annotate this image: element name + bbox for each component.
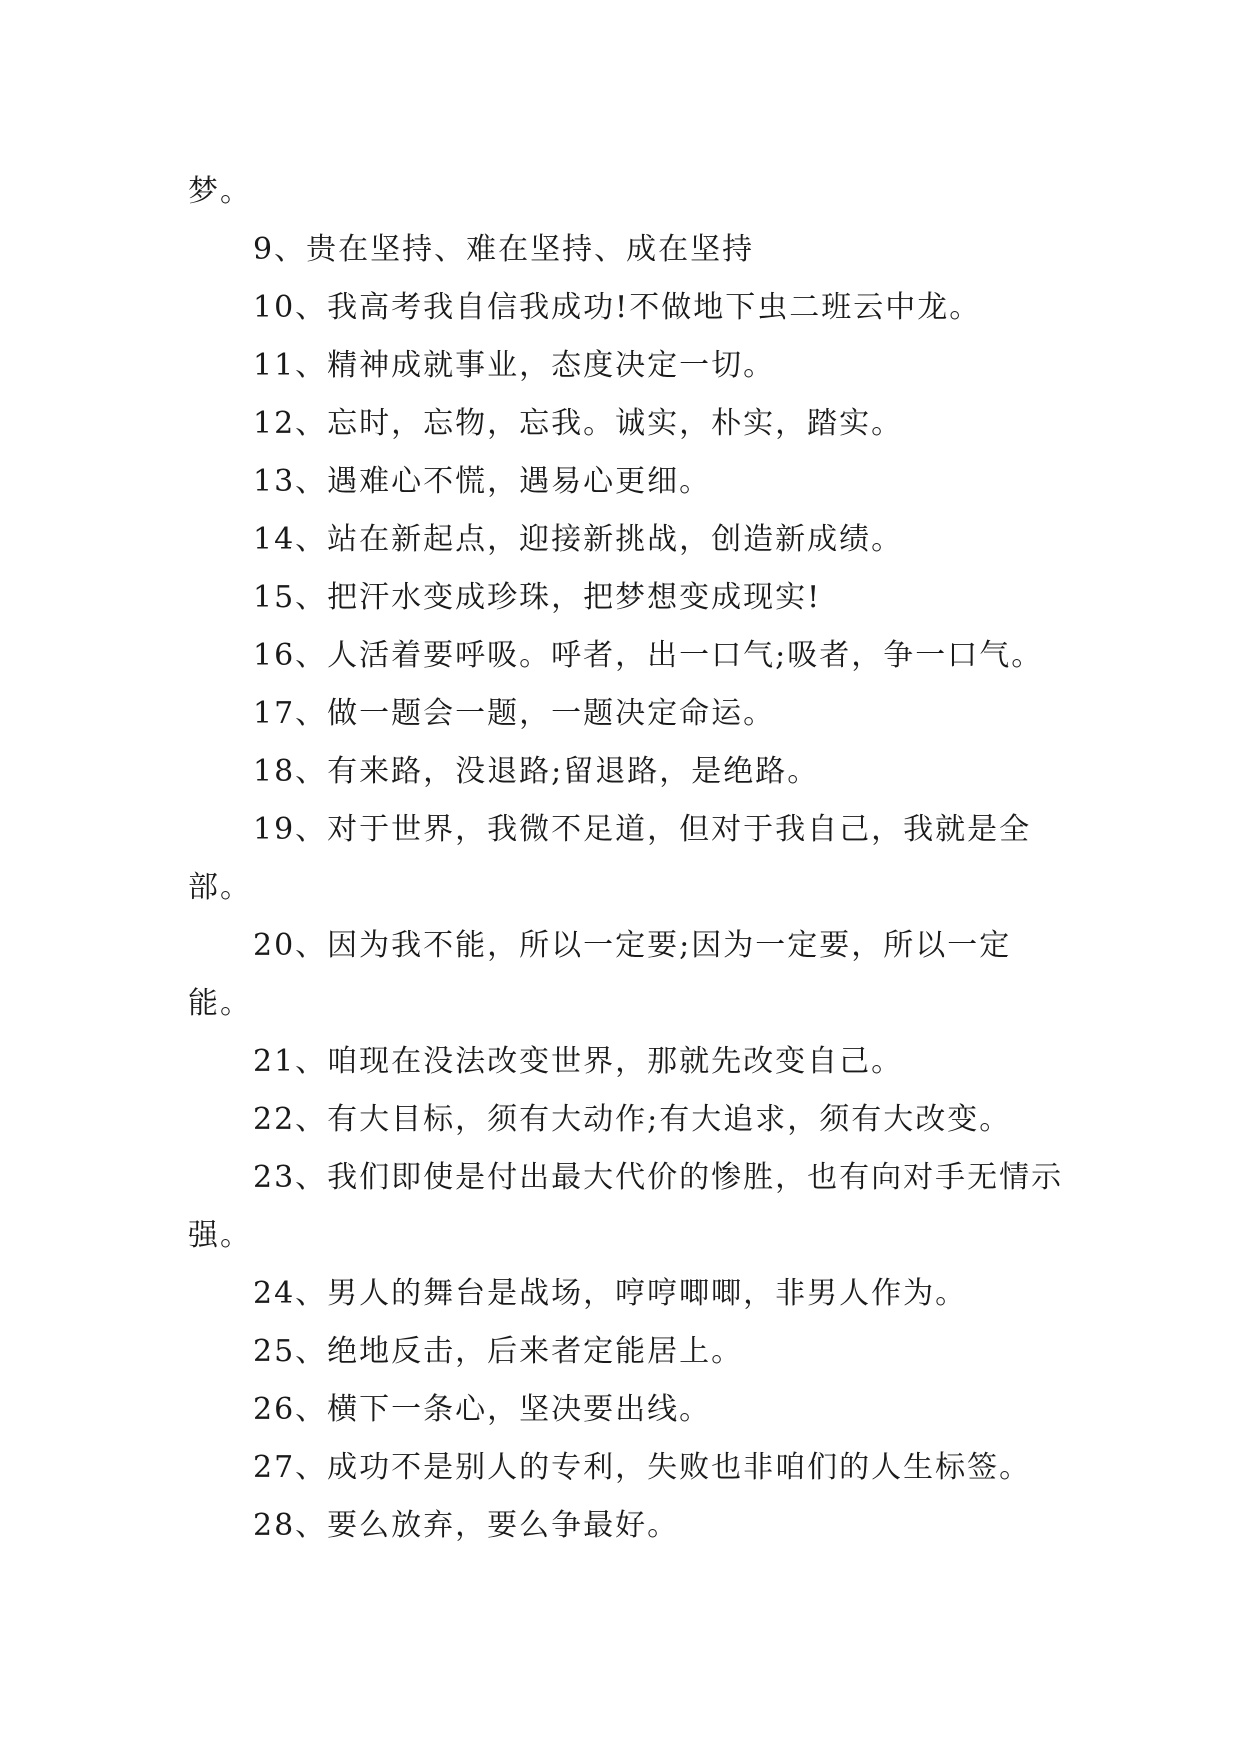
- slogan-14: 14、站在新起点，迎接新挑战，创造新成绩。: [253, 522, 904, 557]
- slogan-13: 13、遇难心不慌，遇易心更细。: [253, 464, 712, 499]
- slogan-9: 9、贵在坚持、难在坚持、成在坚持: [253, 232, 755, 267]
- slogan-26: 26、横下一条心，坚决要出线。: [253, 1392, 712, 1427]
- slogan-10: 10、我高考我自信我成功!不做地下虫二班云中龙。: [253, 290, 982, 325]
- paragraph-continuation: 梦。: [188, 174, 252, 209]
- slogan-16: 16、人活着要呼吸。呼者，出一口气;吸者，争一口气。: [253, 638, 1044, 673]
- slogan-12: 12、忘时，忘物，忘我。诚实，朴实，踏实。: [253, 406, 904, 441]
- slogan-21: 21、咱现在没法改变世界，那就先改变自己。: [253, 1044, 904, 1079]
- slogan-27: 27、成功不是别人的专利，失败也非咱们的人生标签。: [253, 1450, 1032, 1485]
- document-body: [188, 163, 1068, 1555]
- slogan-20: 20、因为我不能，所以一定要;因为一定要，所以一定能。: [188, 928, 1012, 1021]
- slogan-22: 22、有大目标，须有大动作;有大追求，须有大改变。: [253, 1102, 1012, 1137]
- slogan-11: 11、精神成就事业，态度决定一切。: [253, 348, 776, 383]
- slogan-17: 17、做一题会一题，一题决定命运。: [253, 696, 776, 731]
- slogan-24: 24、男人的舞台是战场，哼哼唧唧，非男人作为。: [253, 1276, 968, 1311]
- slogan-28: 28、要么放弃，要么争最好。: [253, 1508, 680, 1543]
- slogan-25: 25、绝地反击，后来者定能居上。: [253, 1334, 744, 1369]
- slogan-15: 15、把汗水变成珍珠，把梦想变成现实!: [253, 580, 822, 615]
- slogan-18: 18、有来路，没退路;留退路，是绝路。: [253, 754, 820, 789]
- slogan-19: 19、对于世界，我微不足道，但对于我自己，我就是全部。: [188, 812, 1032, 905]
- slogan-23: 23、我们即使是付出最大代价的惨胜，也有向对手无情示强。: [188, 1160, 1064, 1253]
